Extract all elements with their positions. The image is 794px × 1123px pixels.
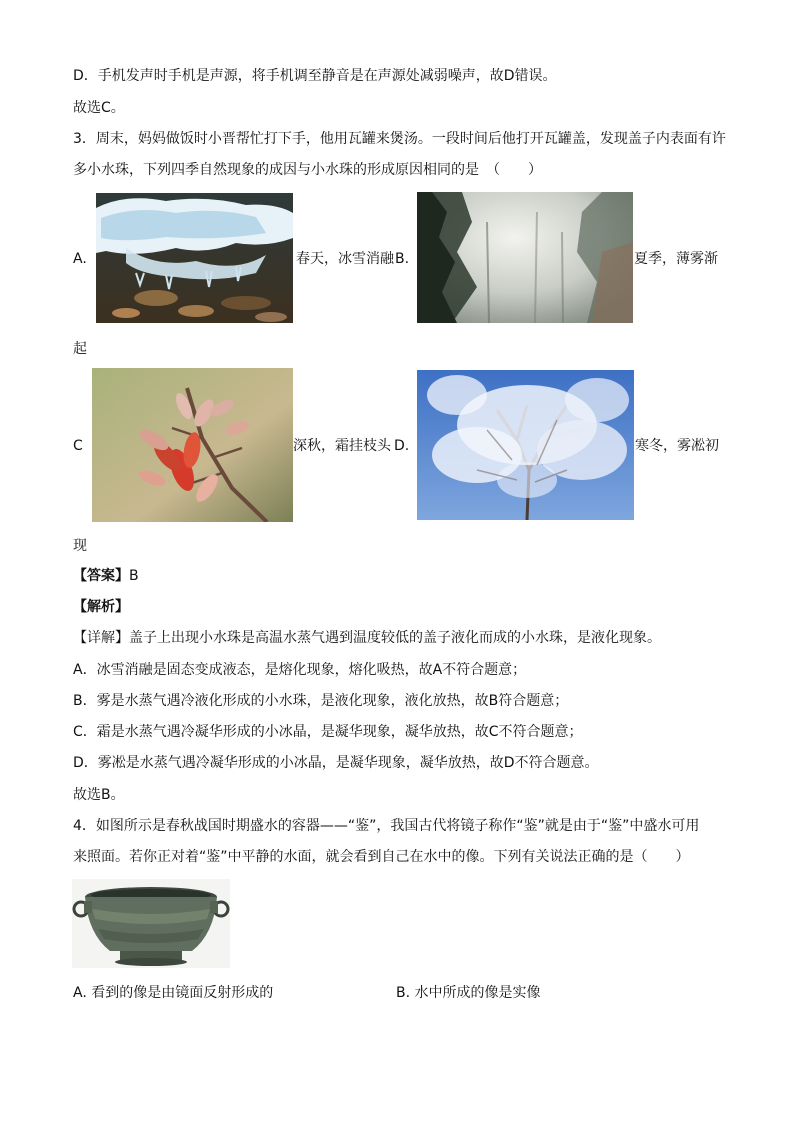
- rime-tree-image: [417, 370, 634, 520]
- detail-tag: 【详解】: [73, 630, 129, 646]
- question-4-stem-line2: 来照面。若你正对着“鉴”中平静的水面，就会看到自己在水中的像。下列有关说法正确的是（ ）: [73, 849, 690, 865]
- option-c-text: 深秋，霜挂枝头: [293, 438, 391, 454]
- fog-forest-image: [417, 192, 633, 323]
- detail-line: [73, 628, 661, 648]
- choice-conclusion: 故选C。: [73, 100, 125, 116]
- option-d-text-continued: 现: [73, 538, 87, 554]
- option-a-text: 春天，冰雪消融: [296, 251, 394, 267]
- answer-tag: 【答案】: [73, 568, 129, 584]
- question-4-stem-line1: 4．如图所示是春秋战国时期盛水的容器——“鉴”，我国古代将镜子称作“鉴”就是由于“鉴”中盛水可用: [73, 818, 700, 834]
- question-4-option-b: B. 水中所成的像是实像: [396, 985, 541, 1001]
- frost-leaves-image: [92, 368, 293, 522]
- bronze-jian-vessel-image: [72, 879, 230, 968]
- option-b-text-continued: 起: [73, 341, 87, 357]
- final-choice: 故选B。: [73, 787, 125, 803]
- analysis-tag: 【解析】: [73, 599, 129, 615]
- answer-value: B: [129, 568, 139, 584]
- option-d-text: 寒冬，雾凇初: [635, 438, 719, 454]
- question-4-option-a: A. 看到的像是由镜面反射形成的: [73, 985, 274, 1001]
- question-3-stem-line1: 3．周末，妈妈做饭时小晋帮忙打下手，他用瓦罐来煲汤。一段时间后他打开瓦罐盖，发现盖子内表面有许: [73, 131, 726, 147]
- answer-line: [73, 566, 139, 586]
- analysis-option-b: B．雾是水蒸气遇冷液化形成的小水珠，是液化现象，液化放热，故B符合题意；: [73, 693, 569, 709]
- option-c-letter: C: [73, 438, 83, 454]
- analysis-option-c: C．霜是水蒸气遇冷凝华形成的小冰晶，是凝华现象，凝华放热，故C不符合题意；: [73, 724, 583, 740]
- ice-melting-image: [96, 193, 293, 323]
- option-a-letter: A.: [73, 251, 87, 267]
- option-b-letter: B.: [395, 251, 410, 267]
- analysis-option-a: A．冰雪消融是固态变成液态，是熔化现象，熔化吸热，故A不符合题意；: [73, 662, 527, 678]
- detail-text: 盖子上出现小水珠是高温水蒸气遇到温度较低的盖子液化而成的小水珠，是液化现象。: [129, 630, 661, 646]
- option-d-explanation: D．手机发声时手机是声源，将手机调至静音是在声源处减弱噪声，故D错误。: [73, 68, 557, 84]
- option-b-text: 夏季，薄雾渐: [634, 251, 718, 267]
- option-d-letter: D.: [394, 438, 410, 454]
- question-3-stem-line2: 多小水珠，下列四季自然现象的成因与小水珠的形成原因相同的是 （ ）: [73, 162, 542, 178]
- analysis-option-d: D．雾凇是水蒸气遇冷凝华形成的小冰晶，是凝华现象，凝华放热，故D不符合题意。: [73, 755, 599, 771]
